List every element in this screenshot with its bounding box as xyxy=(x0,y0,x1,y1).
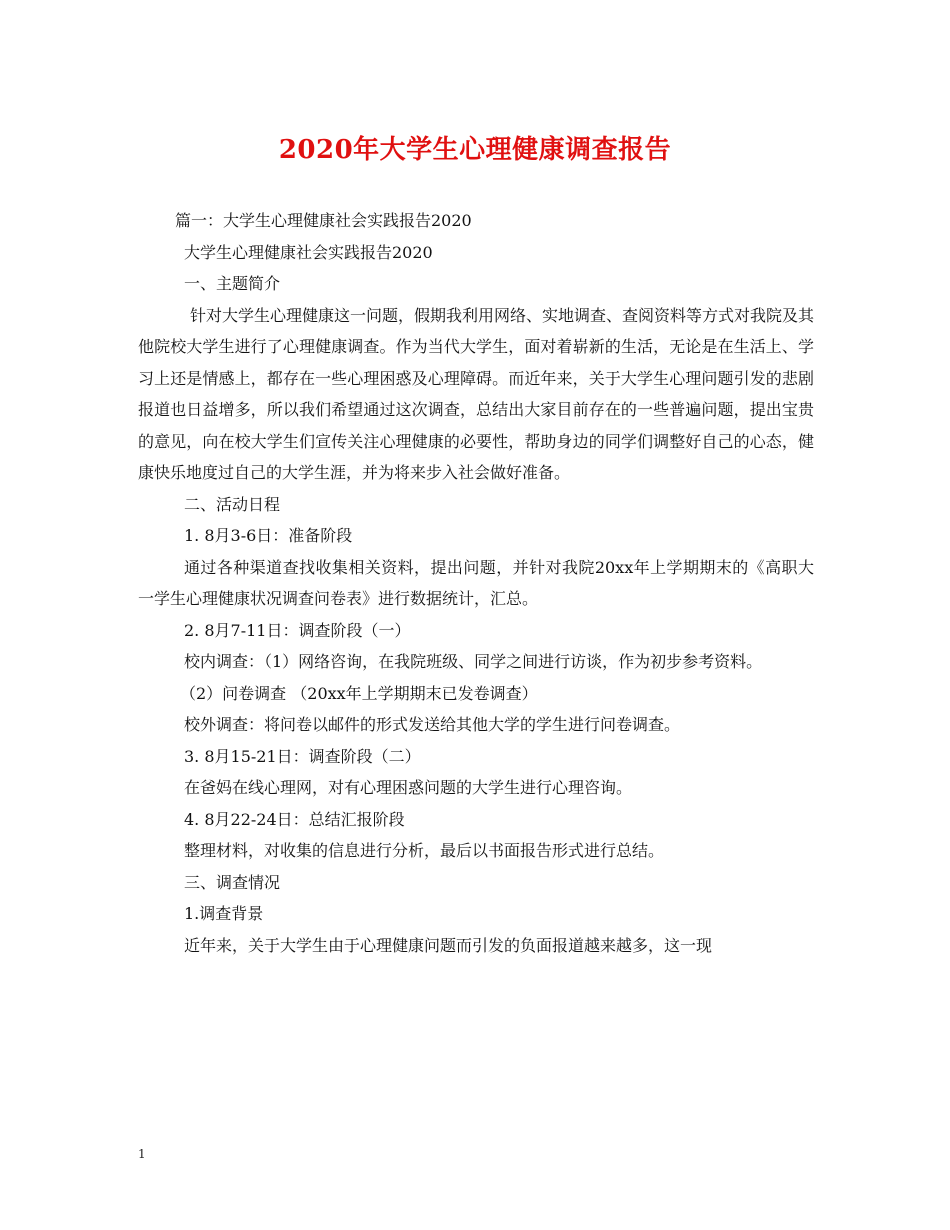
paragraph-article-heading: 篇一：大学生心理健康社会实践报告2020 xyxy=(175,211,472,230)
section-heading-2: 二、活动日程 xyxy=(184,494,281,514)
paragraph-counseling: 在爸妈在线心理网，对有心理困惑问题的大学生进行心理咨询。 xyxy=(184,778,633,797)
schedule-item-3: 3. 8月15-21日：调查阶段（二） xyxy=(184,746,421,766)
schedule-item-1: 1. 8月3-6日：准备阶段 xyxy=(184,526,353,545)
paragraph-schedule-1: 通过各种渠道查找收集相关资料，提出问题，并针对我院20xx年上学期期末的《高职大一学生心理健康状况调查问卷表》进行数据统计，汇总。 xyxy=(138,557,814,608)
page-number: 1 xyxy=(138,1147,146,1161)
paragraph-summary: 整理材料，对收集的信息进行分析，最后以书面报告形式进行总结。 xyxy=(184,841,665,860)
paragraph-questionnaire: （2）问卷调查 （20xx年上学期期末已发卷调查） xyxy=(180,683,538,703)
schedule-item-2: 2. 8月7-11日：调查阶段（一） xyxy=(184,620,411,640)
schedule-item-4: 4. 8月22-24日：总结汇报阶段 xyxy=(184,809,405,829)
section-heading-3: 三、调查情况 xyxy=(184,872,281,892)
section-heading-1: 一、主题简介 xyxy=(184,274,281,293)
paragraph-external-survey: 校外调查：将问卷以邮件的形式发送给其他大学的学生进行问卷调查。 xyxy=(184,715,681,734)
paragraph-background: 近年来，关于大学生由于心理健康问题而引发的负面报道越来越多，这一现 xyxy=(184,935,713,955)
document-title: 2020年大学生心理健康调查报告 xyxy=(278,135,672,165)
paragraph-campus-survey: 校内调查：（1）网络咨询，在我院班级、同学之间进行访谈，作为初步参考资料。 xyxy=(184,652,763,671)
paragraph-subtitle: 大学生心理健康社会实践报告2020 xyxy=(184,242,433,262)
document-body xyxy=(138,205,814,961)
paragraph-intro: 针对大学生心理健康这一问题，假期我利用网络、实地调查、查阅资料等方式对我院及其他院校大学生进行了心理健康调查。作为当代大学生，面对着崭新的生活，无论是在生活上、学习上还是情感上，都存在一些心理困惑及心理障碍。而近年来，关于大学生心理问题引发的悲剧报道也日益增多，所以我们希望通过这次调查，总结出大家目前存在的一些普遍问题，提出宝贵的意见，向在校大学生们宣传关注心理健康的必要性，帮助身边的同学们调整好自己的心态，健康快乐地度过自己的大学生涯，并为将来步入社会做好准备。 xyxy=(138,305,815,482)
subsection-heading-background: 1.调查背景 xyxy=(184,904,264,923)
